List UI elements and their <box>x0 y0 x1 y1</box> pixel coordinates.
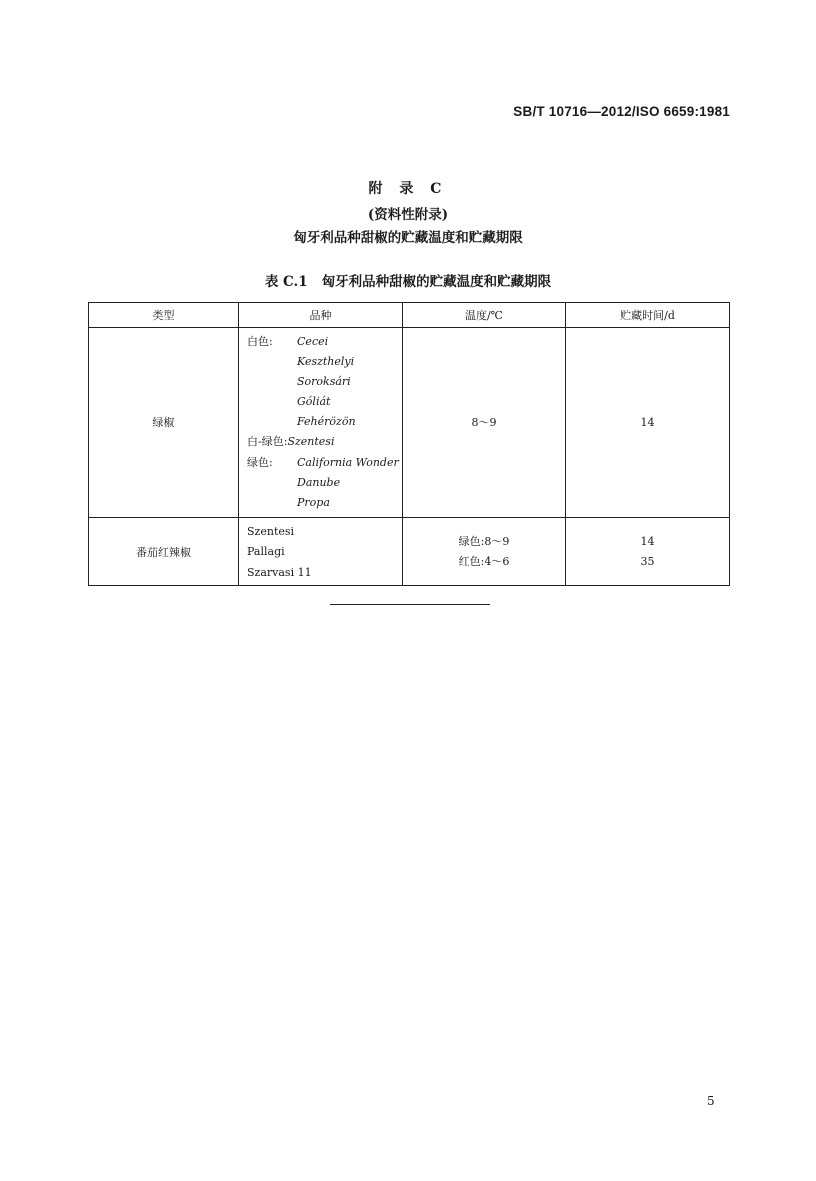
column-header-variety: 品种 <box>239 303 403 328</box>
table-header-row <box>89 303 730 328</box>
cell-temperature: 8～9 <box>402 328 565 518</box>
variety-line <box>247 392 402 412</box>
variety-name: Góliát <box>297 395 331 409</box>
variety-name: Propa <box>297 495 330 509</box>
storage-table <box>88 302 730 586</box>
variety-line <box>247 493 402 513</box>
variety-line <box>247 352 402 372</box>
column-header-storage-days: 贮藏时间/d <box>565 303 729 328</box>
appendix-type: (资料性附录) <box>367 207 449 223</box>
variety-line <box>247 412 402 432</box>
variety-name: Cecei <box>297 335 329 348</box>
standard-code: SB/T 10716—2012/ISO 6659:1981 <box>513 104 730 119</box>
variety-line <box>247 473 402 493</box>
variety-name: Szentesi <box>287 435 335 449</box>
appendix-title: 匈牙利品种甜椒的贮藏温度和贮藏期限 <box>293 230 523 246</box>
variety-color-label: 白-绿色: <box>247 435 288 449</box>
variety-name: California Wonder <box>297 455 399 469</box>
variety-line <box>247 563 402 584</box>
variety-name: Szentesi <box>247 524 295 538</box>
end-of-appendix-rule <box>330 604 490 605</box>
variety-name: Danube <box>297 475 341 489</box>
column-header-temperature: 温度/℃ <box>402 303 565 328</box>
table-row <box>89 517 730 586</box>
variety-line <box>247 542 402 563</box>
variety-name: Szarvasi 11 <box>247 565 312 579</box>
table-number: 表 C.1 <box>264 274 308 290</box>
cell-varieties <box>239 328 403 518</box>
variety-line <box>247 522 402 543</box>
variety-line <box>247 332 402 352</box>
variety-line <box>247 453 402 473</box>
variety-name: Pallagi <box>247 545 285 559</box>
cell-storage-days: 14 <box>565 328 729 518</box>
cell-temperature <box>402 517 565 586</box>
variety-name: Soroksári <box>297 375 351 389</box>
appendix-label: 附 录 C <box>368 181 448 197</box>
cell-type: 绿椒 <box>89 328 239 518</box>
temperature-value: 红色:4～6 <box>458 554 510 568</box>
storage-days-value: 35 <box>640 554 655 568</box>
cell-varieties <box>239 517 403 586</box>
page-number: 5 <box>707 1094 715 1108</box>
table-row <box>89 328 730 518</box>
temperature-value: 绿色:8～9 <box>458 534 510 548</box>
variety-name: Keszthelyi <box>297 355 355 369</box>
variety-color-label: 绿色: <box>247 455 273 469</box>
cell-storage-days <box>565 517 729 586</box>
column-header-type: 类型 <box>89 303 239 328</box>
table-caption <box>0 270 816 290</box>
variety-name: Fehérözön <box>297 415 356 429</box>
variety-line <box>247 372 402 392</box>
cell-type: 番茄红辣椒 <box>89 517 239 586</box>
variety-color-label: 白色: <box>247 335 273 348</box>
storage-days-value: 14 <box>640 534 655 548</box>
variety-line <box>247 432 402 452</box>
table-caption-text: 匈牙利品种甜椒的贮藏温度和贮藏期限 <box>321 274 552 290</box>
